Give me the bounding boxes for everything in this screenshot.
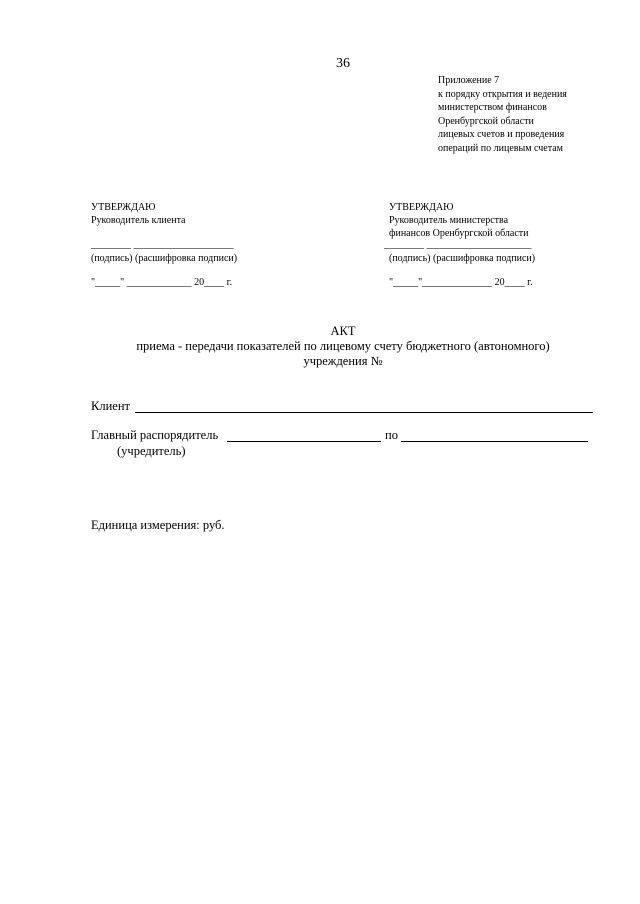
appendix-line: министерством финансов xyxy=(438,102,547,113)
approve-left-heading: УТВЕРЖДАЮ xyxy=(91,202,156,213)
approve-right-sign-caption: (подпись) (расшифровка подписи) xyxy=(389,253,536,264)
appendix-note xyxy=(438,74,567,155)
appendix-line: лицевых счетов и проведения xyxy=(438,129,565,140)
founder-note: (учредитель) xyxy=(117,444,186,458)
approve-left-sign-line: ________ ____________________ xyxy=(91,239,234,250)
chief-field[interactable] xyxy=(227,441,381,442)
approve-right-heading: УТВЕРЖДАЮ xyxy=(389,202,454,213)
by-label: по xyxy=(385,428,398,442)
act-title: АКТ xyxy=(330,324,356,338)
appendix-line: Приложение 7 xyxy=(438,75,500,86)
by-field[interactable] xyxy=(401,441,588,442)
chief-label: Главный распорядитель xyxy=(91,428,219,442)
unit-label: Единица измерения: руб. xyxy=(91,518,225,532)
approve-left-sign-caption: (подпись) (расшифровка подписи) xyxy=(91,253,238,264)
appendix-line: Оренбургской области xyxy=(438,115,534,127)
approve-right-role-line1: Руководитель министерства xyxy=(389,215,509,226)
client-field[interactable] xyxy=(135,412,593,413)
approve-right-role-line2: финансов Оренбургской области xyxy=(389,228,529,239)
client-label: Клиент xyxy=(91,399,130,413)
approve-right-date: "_____"______________ 20____ г. xyxy=(389,277,533,288)
act-subtitle-line2: учреждения № xyxy=(303,354,383,368)
page-number: 36 xyxy=(336,56,350,71)
approve-right-sign-line: ________ _____________________ xyxy=(384,239,532,250)
appendix-line: к порядку открытия и ведения xyxy=(438,88,567,100)
act-subtitle-line1: приема - передачи показателей по лицевому счету бюджетного (автономного) xyxy=(136,339,550,353)
appendix-line: операций по лицевым счетам xyxy=(438,142,563,154)
approve-left-role: Руководитель клиента xyxy=(91,215,186,226)
approve-left-date: "_____" _____________ 20____ г. xyxy=(91,277,233,288)
